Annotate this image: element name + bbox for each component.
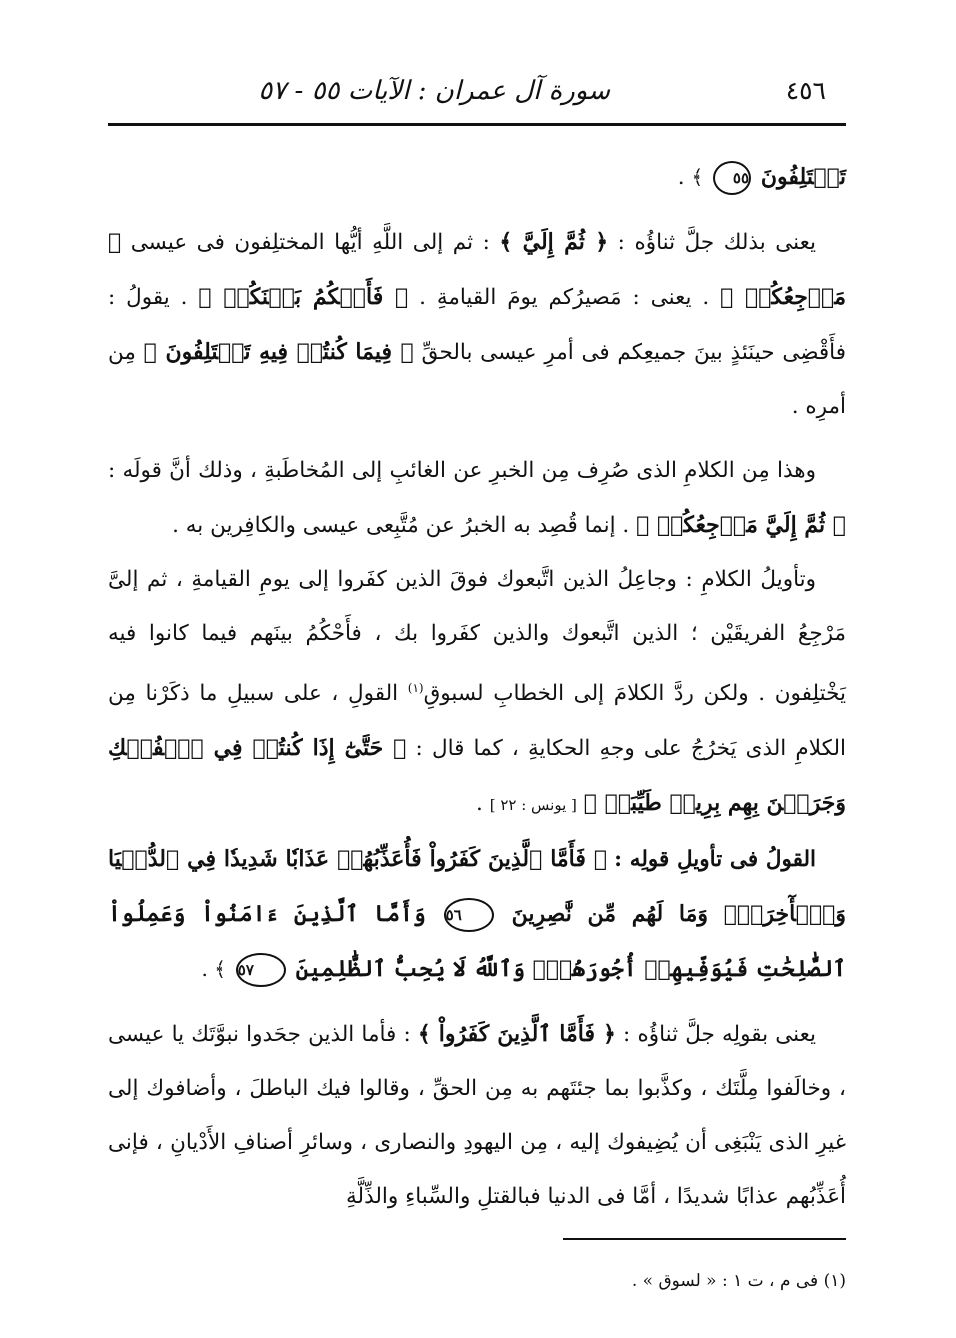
surah-citation: [ يونس : ٢٢ ] bbox=[489, 796, 577, 815]
footnote: (١) فى م ، ت ١ : « لسوق » . bbox=[631, 1271, 846, 1291]
commentary-text: . إنما قُصِد به الخبرُ عن مُتَّبِعى عيسى والكافِرين به . bbox=[172, 513, 630, 538]
quran-verse: ﴿ فَأَمَّا ٱلَّذِينَ كَفَرُواْ فَأُعَذِّبُهُمۡ عَذَابٗا شَدِيدٗا فِي ٱلدُّنۡيَا وَٱلۡأٓخِرَةِۖ وَمَا لَهُم مِّن نَّٰصِرِينَ bbox=[108, 846, 846, 928]
footnote-reference: (١) bbox=[407, 681, 424, 695]
ayah-number-marker: ٥٥ bbox=[713, 161, 751, 195]
quran-verse: تَخۡتَلِفُونَ bbox=[760, 164, 846, 190]
commentary-paragraph bbox=[108, 215, 846, 434]
page-number: ٤٥٦ bbox=[785, 76, 826, 105]
commentary-text: . يقولُ : فأَقْضِى حينَئذٍ بينَ جميعِكم فى أمرِ عيسى بالحقِّ bbox=[108, 285, 847, 365]
ayah-number-marker: ٥٦ bbox=[444, 898, 494, 932]
commentary-text: : ثم إلى اللَّهِ أيُّها المختلِفون فى عيسى bbox=[130, 230, 490, 255]
commentary-text: : فأما الذين جحَدوا نبوَّتَك يا عيسى ، وخالَفوا مِلَّتَك ، وكذَّبوا بما جئتَهم به مِن الحقِّ ، وقالوا فيك الباطلَ ، وأضافوك إلى غيرِ الذى يَنْبَغِى أن يُضِيفوك إليه ، مِن اليهودِ والنصارى ، وسائرِ أصنافِ الأَدْيانِ ، فإنى أُعَذِّبُهم عذابًا شديدًا ، أمَّا فى الدنيا فبالقتلِ والسِّباءِ والذِّلَّةِ bbox=[108, 1022, 846, 1210]
commentary-text: القولِ ، على سبيلِ ما ذكَرْنا مِن الكلامِ الذى يَخرُجُ على وجهِ الحكايةِ ، كما قال : bbox=[108, 681, 846, 762]
section-heading: القولُ فى تأويلِ قولِه : bbox=[614, 847, 816, 873]
quran-quote: ﴿ فَأَحۡكُمُ بَيۡنَكُمۡ ﴾ bbox=[198, 284, 409, 310]
commentary-text: وهذا مِن الكلامِ الذى صُرِف مِن الخبرِ عن الغائبِ إلى المُخاطَبةِ ، وذلك أنَّ قولَه : bbox=[108, 458, 816, 483]
commentary-paragraph bbox=[108, 1007, 846, 1224]
commentary-text: وتأويلُ الكلامِ : وجاعِلُ الذين اتَّبعوك فوقَ الذين كفَروا إلى يومِ القيامةِ ، ثم إلىَّ مَرْجِعُ الفريقَيْن ؛ الذين اتَّبعوك والذين كفَروا بك ، فأَحْكُمُ بينَهم فيما كانوا فيه يَخْتلِفون . ولكن ردَّ الكلامَ إلى الخطابِ لسبوقِ bbox=[108, 567, 846, 707]
running-title: سورة آل عمران : الآيات ٥٥ - ٥٧ bbox=[258, 76, 610, 106]
header-rule bbox=[108, 123, 846, 126]
footnote-rule bbox=[563, 1238, 846, 1240]
quran-bracket: ﴾ bbox=[691, 165, 704, 189]
quran-quote: ﴿ ثُمَّ إِلَيَّ مَرۡجِعُكُمۡ ﴾ bbox=[636, 512, 846, 538]
quran-quote: ﴿ حَتَّىٰٓ إِذَا كُنتُمۡ فِي ٱلۡفُلۡكِ وَجَرَيۡنَ بِهِم بِرِيحٖ طَيِّبَةٖ ﴾ bbox=[108, 735, 846, 817]
verse-heading-paragraph bbox=[108, 832, 846, 997]
commentary-text: . يعنى : مَصيرُكم يومَ القيامةِ . bbox=[419, 285, 710, 310]
commentary-text: يعنى بقولِه جلَّ ثناؤُه : bbox=[623, 1022, 816, 1048]
commentary-text: يعنى بذلك جلَّ ثناؤُه : bbox=[617, 230, 816, 255]
quran-quote: ﴿ فِيمَا كُنتُمۡ فِيهِ تَخۡتَلِفُونَ ﴾ bbox=[143, 339, 414, 365]
sentence-end: . bbox=[476, 791, 483, 817]
page-header bbox=[108, 76, 846, 112]
page-body bbox=[108, 150, 846, 1224]
quran-quote: ﴿ مَرۡجِعُكُمۡ ﴾ bbox=[108, 229, 846, 310]
commentary-text: مِن أمرِه . bbox=[108, 340, 846, 419]
sentence-end: . bbox=[677, 165, 685, 190]
ayah-number-marker: ٥٧ bbox=[236, 953, 286, 987]
commentary-paragraph bbox=[108, 553, 846, 832]
verse-ending-paragraph bbox=[108, 150, 846, 205]
quran-verse: وَأَمَّا ٱلَّذِينَ ءَامَنُواْ وَعَمِلُواْ ٱلصَّٰلِحَٰتِ فَيُوَفِّيهِمۡ أُجُورَهُمۡۗ وَٱللَّهُ لَا يُحِبُّ ٱلظَّٰلِمِينَ bbox=[108, 901, 846, 983]
quran-quote: ﴿ ثُمَّ إِلَيَّ ﴾ bbox=[499, 229, 609, 255]
commentary-paragraph bbox=[108, 444, 846, 553]
quran-quote: ﴿ فَأَمَّا ٱلَّذِينَ كَفَرُواْ ﴾ bbox=[417, 1021, 616, 1048]
quran-bracket: ﴾ . bbox=[201, 957, 226, 982]
